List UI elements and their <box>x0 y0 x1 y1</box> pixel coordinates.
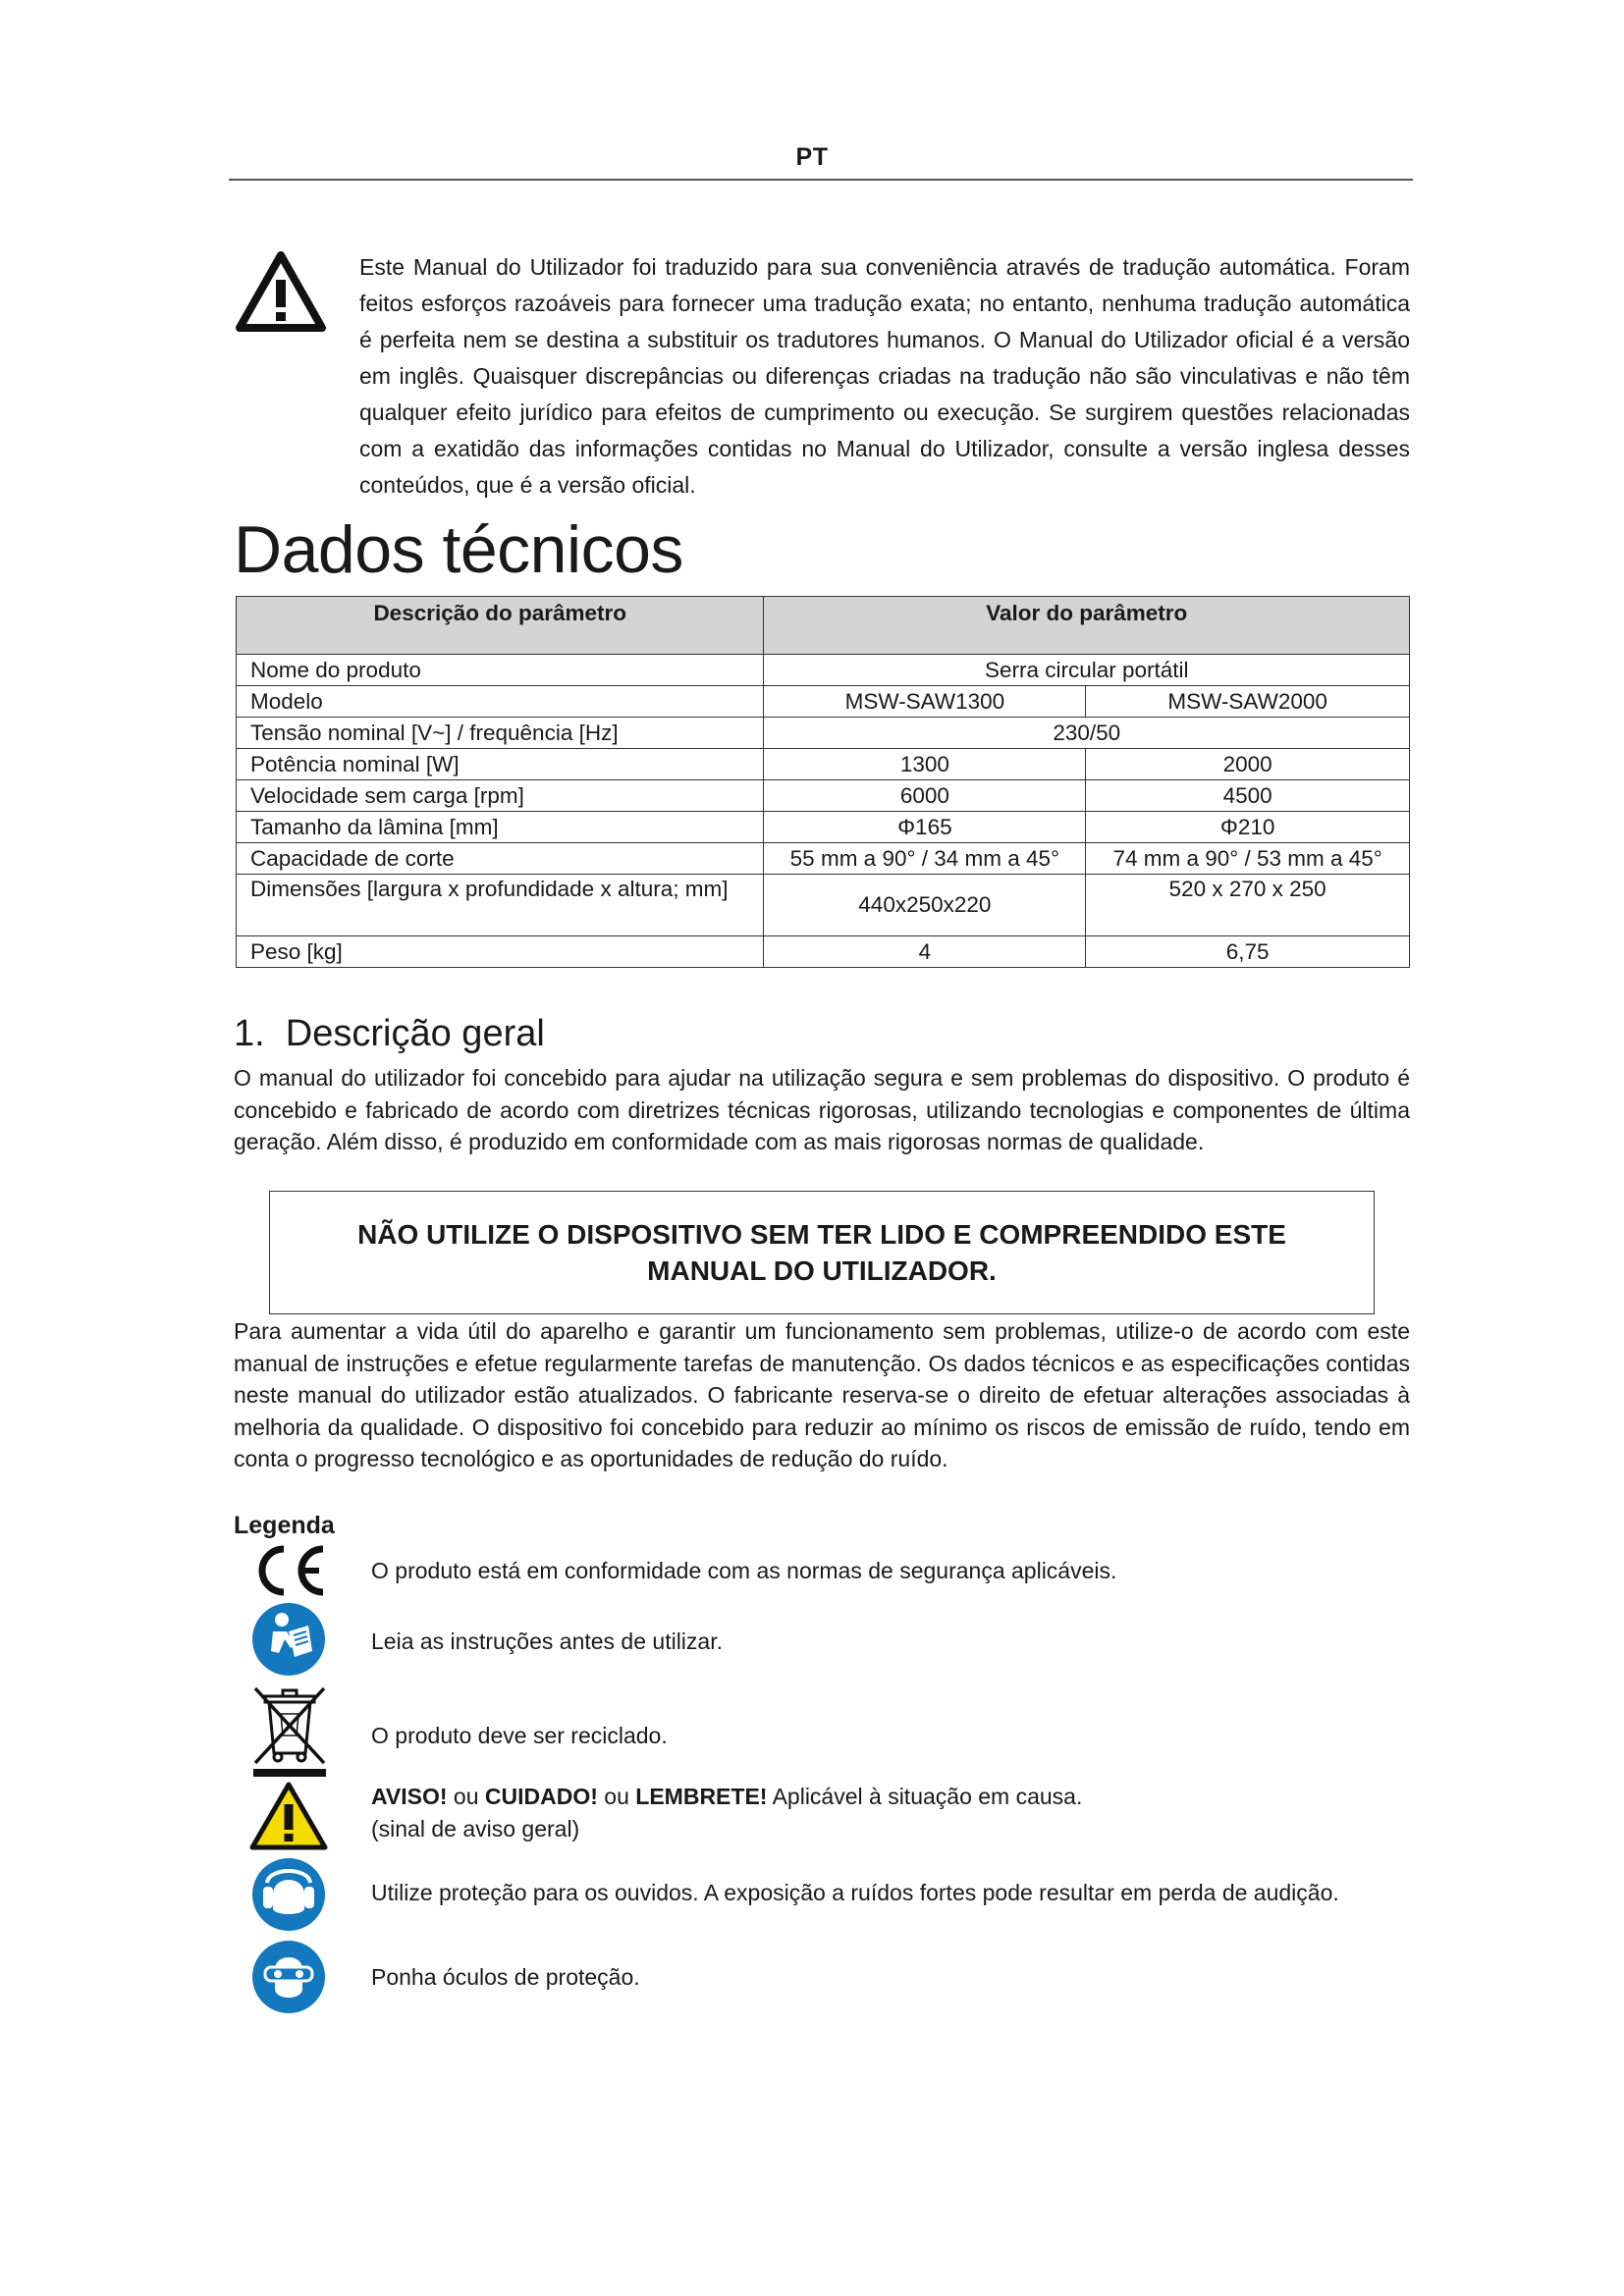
header-parameter-description: Descrição do parâmetro <box>237 597 764 655</box>
row-label: Tensão nominal [V~] / frequência [Hz] <box>237 718 764 749</box>
row-label: Nome do produto <box>237 655 764 686</box>
row-value-model-a: 1300 <box>764 749 1086 780</box>
or-text: ou <box>597 1784 636 1809</box>
general-description-heading: 1. Descrição geral <box>234 1013 545 1054</box>
row-label: Modelo <box>237 686 764 718</box>
legend-text: Leia as instruções antes de utilizar. <box>371 1629 723 1654</box>
row-value: Serra circular portátil <box>764 655 1410 686</box>
table-row <box>237 812 1410 843</box>
machine-translation-notice: Este Manual do Utilizador foi traduzido para sua conveniência através de tradução automática. Foram feitos esforços razoáveis para fornecer uma tradução exata; no entanto, nenhuma tradução automática é perfeita nem se destina a substituir os tradutores humanos. O Manual do Utilizador oficial é a versão em inglês. Quaisquer discrepâncias ou diferenças criadas na tradução não são vinculativas e não têm qualquer efeito jurídico para efeitos de cumprimento ou execução. Se surgirem questões relacionadas com a exatidão das informações contidas no Manual do Utilizador, consulte a versão inglesa desses conteúdos, que é a versão oficial. <box>359 254 1410 498</box>
row-value-model-b: 6,75 <box>1086 936 1410 968</box>
table-row <box>237 936 1410 968</box>
ear-protection-icon <box>251 1857 326 1932</box>
warning-triangle-icon <box>236 250 326 333</box>
row-value-model-b: 520 x 270 x 250 <box>1086 875 1410 936</box>
row-value-model-a: 6000 <box>764 780 1086 812</box>
general-description-paragraph: O manual do utilizador foi concebido para ajudar na utilização segura e sem problemas do dispositivo. O produto é concebido e fabricado de acordo com diretrizes técnicas rigorosas, utilizando tecnologias e componentes de última geração. Além disso, é produzido em conformidade com as mais rigorosas normas de qualidade. <box>234 1065 1410 1154</box>
legend-text: Utilize proteção para os ouvidos. A exposição a ruídos fortes pode resultar em perda de audição. <box>371 1880 1339 1905</box>
read-manual-warning-text: NÃO UTILIZE O DISPOSITIVO SEM TER LIDO E COMPREENDIDO ESTE MANUAL DO UTILIZADOR. <box>357 1219 1286 1286</box>
row-value-model-a: MSW-SAW1300 <box>764 686 1086 718</box>
row-value: 230/50 <box>764 718 1410 749</box>
row-label: Capacidade de corte <box>237 843 764 875</box>
row-value-model-a: Φ165 <box>764 812 1086 843</box>
legend-text: O produto está em conformidade com as normas de segurança aplicáveis. <box>371 1558 1117 1583</box>
crossed-bin-icon <box>251 1684 328 1777</box>
row-value-model-b: 4500 <box>1086 780 1410 812</box>
row-label: Potência nominal [W] <box>237 749 764 780</box>
table-header-row <box>237 597 1410 655</box>
table-row <box>237 843 1410 875</box>
table-row <box>237 780 1410 812</box>
legend-text: O produto deve ser reciclado. <box>371 1723 668 1748</box>
technical-data-title: Dados técnicos <box>234 512 683 587</box>
header-divider <box>229 179 1413 181</box>
legend-title: Legenda <box>234 1512 335 1539</box>
safety-goggles-icon <box>251 1940 326 2014</box>
row-label: Velocidade sem carga [rpm] <box>237 780 764 812</box>
technical-data-table <box>236 596 1410 968</box>
or-text: ou <box>447 1784 485 1809</box>
read-manual-icon <box>251 1602 326 1677</box>
header-parameter-value: Valor do parâmetro <box>764 597 1410 655</box>
row-label: Dimensões [largura x profundidade x altura; mm] <box>237 875 764 936</box>
language-header: PT <box>795 143 829 171</box>
table-row <box>237 749 1410 780</box>
cuidado-label: CUIDADO! <box>484 1784 598 1809</box>
legend-subtext: (sinal de aviso geral) <box>371 1816 580 1842</box>
row-label: Tamanho da lâmina [mm] <box>237 812 764 843</box>
aviso-label: AVISO! <box>371 1784 448 1809</box>
read-manual-warning-box <box>269 1191 1375 1314</box>
lembrete-label: LEMBRETE! <box>635 1784 768 1809</box>
yellow-warning-icon <box>249 1781 328 1851</box>
warning-rest-text: Aplicável à situação em causa. <box>767 1784 1083 1809</box>
table-row <box>237 875 1410 936</box>
table-row <box>237 686 1410 718</box>
row-label: Peso [kg] <box>237 936 764 968</box>
row-value-model-a: 4 <box>764 936 1086 968</box>
row-value-model-b: 74 mm a 90° / 53 mm a 45° <box>1086 843 1410 875</box>
legend-text: Ponha óculos de proteção. <box>371 1964 640 1990</box>
row-value-model-b: Φ210 <box>1086 812 1410 843</box>
row-value-model-a: 440x250x220 <box>764 875 1086 936</box>
ce-mark-icon <box>250 1543 329 1598</box>
row-value-model-a: 55 mm a 90° / 34 mm a 45° <box>764 843 1086 875</box>
usage-paragraph: Para aumentar a vida útil do aparelho e garantir um funcionamento sem problemas, utilize-o de acordo com este manual de instruções e efetue regularmente tarefas de manutenção. Os dados técnicos e as especificações contidas neste manual do utilizador estão atualizados. O fabricante reserva-se o direito de efetuar alterações associadas à melhoria da qualidade. O dispositivo foi concebido para reduzir ao mínimo os riscos de emissão de ruído, tendo em conta o progresso tecnológico e as oportunidades de redução do ruído. <box>234 1318 1410 1471</box>
row-value-model-b: MSW-SAW2000 <box>1086 686 1410 718</box>
table-row <box>237 655 1410 686</box>
table-row <box>237 718 1410 749</box>
legend-text <box>371 1781 1082 1813</box>
row-value-model-b: 2000 <box>1086 749 1410 780</box>
